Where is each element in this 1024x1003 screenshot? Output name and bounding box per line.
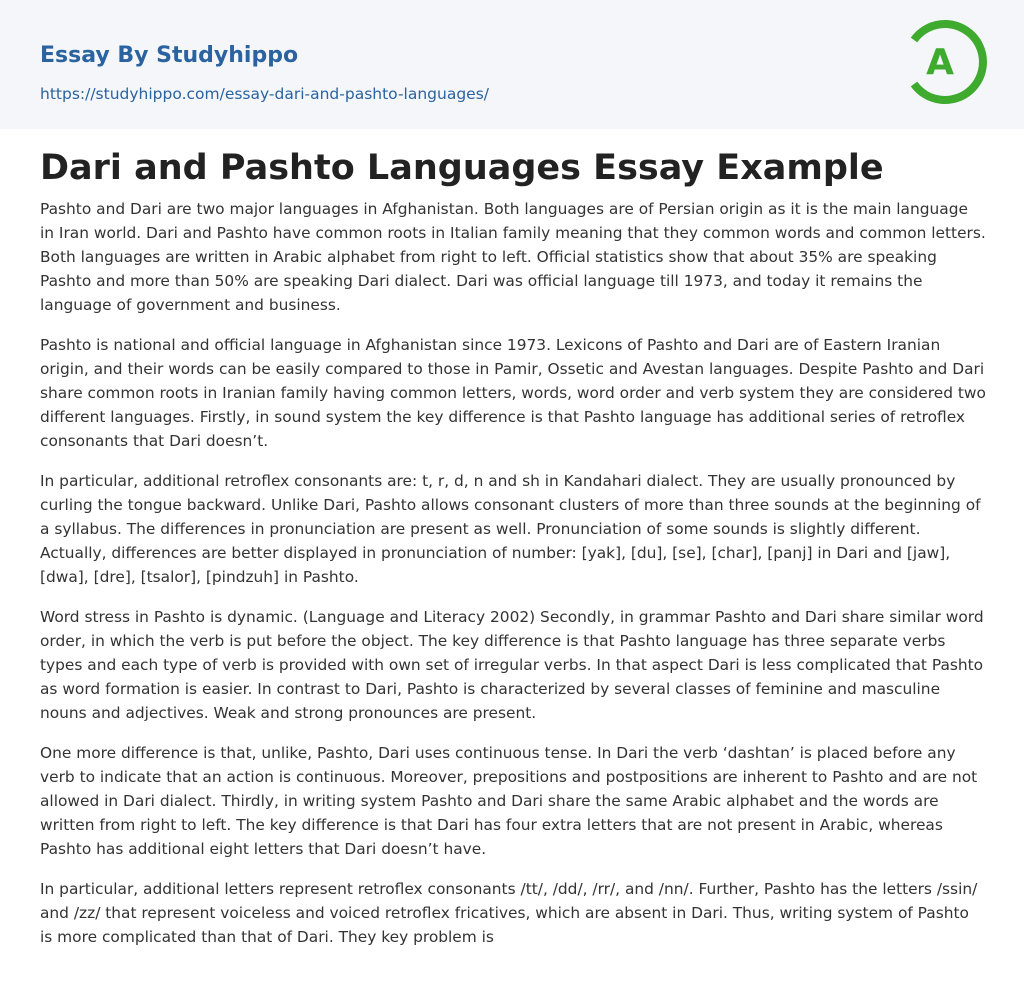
logo-letter: A xyxy=(926,42,954,83)
essay-url-link[interactable]: https://studyhippo.com/essay-dari-and-pashto-languages/ xyxy=(40,85,490,103)
site-header xyxy=(0,0,1024,129)
paragraph: Pashto and Dari are two major languages in Afghanistan. Both languages are of Persian origin as it is the main language in Iran world. Dari and Pashto have common roots in Italian family meaning that they common words and common letters. Both languages are written in Arabic alphabet from right to left. Official statistics show that about 35% are speaking Pashto and more than 50% are speaking Dari dialect. Dari was official language till 1973, and today it remains the language of government and business. xyxy=(40,200,986,314)
site-brand[interactable]: Essay By Studyhippo xyxy=(40,43,299,68)
page-title: Dari and Pashto Languages Essay Example xyxy=(40,148,884,188)
studyhippo-logo-icon[interactable] xyxy=(906,18,990,106)
paragraph: Pashto is national and official language in Afghanistan since 1973. Lexicons of Pashto and Dari are of Eastern Iranian origin, and their words can be easily compared to those in Pamir, Ossetic and Avestan languages. Despite Pashto and Dari share common roots in Iranian family having common letters, words, word order and verb system they are considered two different languages. Firstly, in sound system the key difference is that Pashto language has additional series of retroflex consonants that Dari doesn’t. xyxy=(40,336,986,450)
paragraph: In particular, additional letters represent retroflex consonants /tt/, /dd/, /rr/, and /nn/. Further, Pashto has the letters /ssin/ and /zz/ that represent voiceless and voiced retroflex fricatives, which are absent in Dari. Thus, writing system of Pashto is more complicated than that of Dari. They key problem is xyxy=(40,880,978,946)
paragraph: Word stress in Pashto is dynamic. (Language and Literacy 2002) Secondly, in grammar Pashto and Dari share similar word order, in which the verb is put before the object. The key difference is that Pashto language has three separate verbs types and each type of verb is provided with own set of irregular verbs. In that aspect Dari is less complicated that Pashto as word formation is easier. In contrast to Dari, Pashto is characterized by several classes of feminine and masculine nouns and adjectives. Weak and strong pronounces are present. xyxy=(40,608,984,722)
paragraph: One more difference is that, unlike, Pashto, Dari uses continuous tense. In Dari the verb ‘dashtan’ is placed before any verb to indicate that an action is continuous. Moreover, prepositions and postpositions are inherent to Pashto and are not allowed in Dari dialect. Thirdly, in writing system Pashto and Dari share the same Arabic alphabet and the words are written from right to left. The key difference is that Dari has four extra letters that are not present in Arabic, whereas Pashto has additional eight letters that Dari doesn’t have. xyxy=(40,744,978,858)
article xyxy=(40,146,986,965)
paragraph: In particular, additional retroflex consonants are: t, r, d, n and sh in Kandahari dialect. They are usually pronounced by curling the tongue backward. Unlike Dari, Pashto allows consonant clusters of more than three sounds at the beginning of a syllabus. The differences in pronunciation are present as well. Pronunciation of some sounds is slightly different. Actually, differences are better displayed in pronunciation of number: [yak], [du], [se], [char], [panj] in Dari and [jaw], [dwa], [dre], [tsalor], [pindzuh] in Pashto. xyxy=(40,472,981,586)
